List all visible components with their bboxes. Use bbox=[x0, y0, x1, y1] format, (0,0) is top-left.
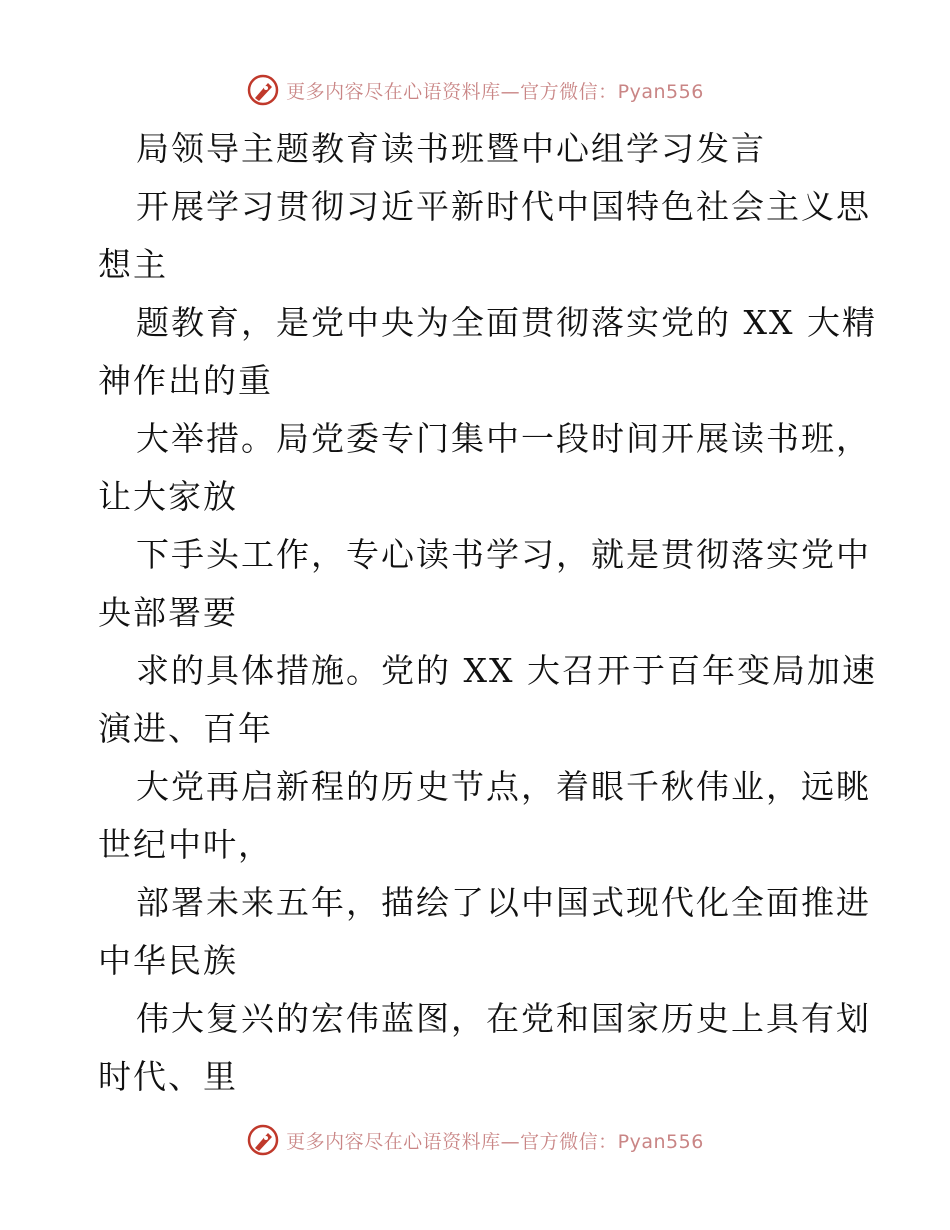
paragraph-line: 让大家放 bbox=[98, 477, 238, 516]
fountain-pen-logo-icon bbox=[246, 1123, 280, 1157]
paragraph-line: 神作出的重 bbox=[98, 361, 273, 400]
paragraph-line: 求的具体措施。党的 XX 大召开于百年变局加速 bbox=[136, 651, 877, 690]
paragraph-line: 时代、里 bbox=[98, 1057, 238, 1096]
paragraph-line: 演进、百年 bbox=[98, 709, 273, 748]
paragraph-line: 部署未来五年，描绘了以中国式现代化全面推进 bbox=[136, 883, 871, 922]
footer-watermark bbox=[0, 1120, 950, 1160]
paragraph-line: 开展学习贯彻习近平新时代中国特色社会主义思 bbox=[136, 187, 871, 226]
watermark-text: 更多内容尽在心语资料库—官方微信：Pyan556 bbox=[286, 1130, 704, 1153]
document-title: 局领导主题教育读书班暨中心组学习发言 bbox=[136, 129, 766, 168]
paragraph-line: 下手头工作，专心读书学习，就是贯彻落实党中 bbox=[136, 535, 871, 574]
watermark-text: 更多内容尽在心语资料库—官方微信：Pyan556 bbox=[286, 80, 704, 103]
document-body bbox=[98, 120, 877, 1106]
paragraph-line: 世纪中叶， bbox=[98, 825, 273, 864]
paragraph-line: 题教育，是党中央为全面贯彻落实党的 XX 大精 bbox=[136, 303, 877, 342]
header-watermark bbox=[0, 70, 950, 110]
paragraph-line: 想主 bbox=[98, 245, 168, 284]
paragraph-line: 大党再启新程的历史节点，着眼千秋伟业，远眺 bbox=[136, 767, 871, 806]
paragraph-line: 央部署要 bbox=[98, 593, 238, 632]
paragraph-line: 伟大复兴的宏伟蓝图，在党和国家历史上具有划 bbox=[136, 999, 871, 1038]
fountain-pen-logo-icon bbox=[246, 73, 280, 107]
paragraph-line: 中华民族 bbox=[98, 941, 238, 980]
paragraph-line: 大举措。局党委专门集中一段时间开展读书班， bbox=[136, 419, 871, 458]
